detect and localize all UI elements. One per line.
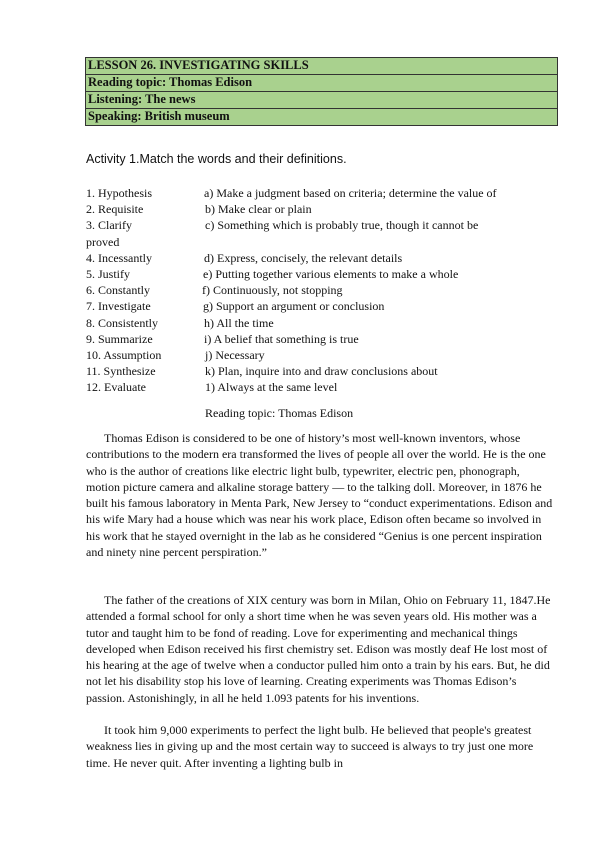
- vocab-definition: a) Make a judgment based on criteria; determine the value of: [204, 186, 497, 200]
- vocab-word: 5. Justify: [86, 266, 131, 281]
- vocab-word: 3. Clarify: [86, 218, 132, 233]
- vocab-definition: b) Make clear or plain: [205, 202, 312, 217]
- vocab-row: [86, 363, 566, 379]
- vocab-row: [86, 201, 566, 217]
- vocab-word: 7. Investigate: [86, 299, 151, 314]
- vocab-row: [86, 315, 566, 331]
- vocab-word: 1. Hypothesis: [86, 186, 152, 200]
- vocab-definition: f) Continuously, not stopping: [202, 283, 343, 298]
- reading-topic: Reading topic: Thomas Edison: [86, 75, 557, 92]
- vocab-row: [86, 282, 566, 298]
- vocab-definition: i) A belief that something is true: [204, 331, 359, 346]
- vocab-row: [86, 185, 566, 201]
- vocab-definition: g) Support an argument or conclusion: [203, 299, 385, 314]
- vocab-definition: 1) Always at the same level: [205, 380, 338, 395]
- vocab-definition: e) Putting together various elements to make a whole: [203, 266, 459, 281]
- vocab-word: 10. Assumption: [86, 347, 162, 362]
- vocab-definition: j) Necessary: [205, 347, 265, 362]
- vocab-list: [86, 185, 566, 395]
- vocab-definition: d) Express, concisely, the relevant details: [204, 250, 403, 265]
- vocab-row: [86, 234, 566, 250]
- vocab-definition: c) Something which is probably true, though it cannot be: [205, 218, 479, 233]
- lesson-header: [85, 57, 558, 126]
- vocab-word: proved: [86, 234, 120, 249]
- speaking-topic: Speaking: British museum: [88, 109, 230, 123]
- vocab-word: 4. Incessantly: [86, 250, 152, 265]
- activity-title: Activity 1.Match the words and their definitions.: [86, 152, 347, 166]
- vocab-row: [86, 298, 566, 314]
- vocab-row: [86, 266, 566, 282]
- vocab-word: 9. Summarize: [86, 331, 153, 346]
- vocab-row: [86, 331, 566, 347]
- vocab-word: 2. Requisite: [86, 202, 144, 217]
- lesson-title: LESSON 26. INVESTIGATING SKILLS: [86, 58, 557, 75]
- vocab-word: 11. Synthesize: [86, 364, 156, 379]
- vocab-row: [86, 347, 566, 363]
- vocab-word: 8. Consistently: [86, 315, 159, 330]
- vocab-word: 12. Evaluate: [86, 380, 146, 395]
- reading-title: Reading topic: Thomas Edison: [205, 406, 354, 420]
- listening-topic: Listening: The news: [86, 92, 557, 109]
- vocab-definition: k) Plan, inquire into and draw conclusions about: [205, 364, 438, 379]
- vocab-row: [86, 250, 566, 266]
- vocab-definition: h) All the time: [204, 315, 274, 330]
- vocab-row: [86, 379, 566, 395]
- paragraph: The father of the creations of XIX century was born in Milan, Ohio on February 11, 1847.He attended a formal school for only a short time when he was seven years old. His mother was a tutor and taught him to be fond of reading. Love for experimenting and mechanical things developed when Edison received his first chemistry set. Edison was mostly deaf He lost most of his hearing at the age of twelve when a conductor pulled him onto a train by his ears. But, he did not let his disability stop his love of learning. Creating experiments was Thomas Edison’s passion. Astonishingly, in all he held 1.093 patents for his inventions.: [86, 593, 551, 705]
- paragraph: It took him 9,000 experiments to perfect the light bulb. He believed that people's greatest weakness lies in giving up and the most certain way to succeed is always to try just one more time. He never quit. After inventing a lighting bulb in: [86, 723, 534, 770]
- vocab-row: [86, 217, 566, 233]
- paragraph: Thomas Edison is considered to be one of history’s most well-known inventors, whose contributions to the modern era transformed the lives of people all over the world. He is the one who is the author of creations like electric light bulb, typewriter, electric pen, phonograph, motion picture camera and alkaline storage battery — to the talking doll. Moreover, in 1876 he built his famous laboratory in Menta Park, New Jersey to “conduct experimentations. Edison and his wife Mary had a house which was near his work place, Edison often became so involved in his work that he stayed overnight in the lab as he considered “Genius is one percent inspiration and ninety nine percent perspiration.”: [86, 431, 553, 560]
- vocab-word: 6. Constantly: [86, 283, 151, 298]
